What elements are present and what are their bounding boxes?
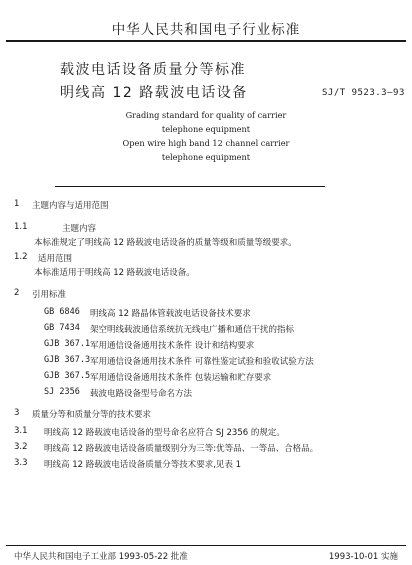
clause-text: 明线高 12 路载波电话设备的型号命名应符合 SJ 2356 的规定。 xyxy=(44,428,285,438)
ref-title: 明线高 12 路晶体管载波电话设备技术要求 xyxy=(90,309,251,319)
ref-code: GB 6846 xyxy=(44,307,80,317)
ref-title: 军用通信设备通用技术条件 包装运输和贮存要求 xyxy=(90,373,272,383)
clause-text: 明线高 12 路载波电话设备质量级别分为三等:优等品、一等品、合格品。 xyxy=(44,444,319,454)
ref-code: GJB 367.3 xyxy=(44,355,91,365)
ref-code: SJ 2356 xyxy=(44,387,80,397)
section-1-heading: 主题内容与适用范围 xyxy=(32,201,109,211)
org-header: 中华人民共和国电子行业标准 xyxy=(111,22,301,38)
clause-number: 3.1 xyxy=(14,426,28,436)
english-title-line-1: Grading standard for quality of carrier xyxy=(125,110,287,120)
implementation-date: 1993-10-01 实施 xyxy=(328,552,398,562)
subsection-1-2-text: 本标准适用于明线高 12 路载波电话设备。 xyxy=(34,268,195,278)
ref-title: 军用通信设备通用技术条件 设计和结构要求 xyxy=(90,341,255,351)
section-3-heading: 质量分等和质量分等的技术要求 xyxy=(32,410,152,420)
clause-text: 明线高 12 路载波电话设备质量分等技术要求,见表 1 xyxy=(44,460,242,470)
title-line-1: 载波电话设备质量分等标准 xyxy=(60,62,246,78)
english-title-line-2: telephone equipment xyxy=(161,124,251,134)
section-2-number: 2 xyxy=(14,288,20,298)
subsection-1-2-number: 1.2 xyxy=(14,252,28,262)
ref-code: GJB 367.1 xyxy=(44,339,91,349)
standard-number: SJ/T 9523.3—93 xyxy=(322,88,405,98)
clause-number: 3.3 xyxy=(14,458,28,468)
clause-number: 3.2 xyxy=(14,442,28,452)
header-divider xyxy=(6,40,406,42)
footer-divider xyxy=(6,545,406,546)
subsection-1-2-title: 适用范围 xyxy=(38,254,73,264)
section-1-number: 1 xyxy=(14,199,20,209)
title-line-2: 明线高 12 路载波电话设备 xyxy=(60,85,248,101)
approval-note: 中华人民共和国电子工业部 1993-05-22 批准 xyxy=(14,552,188,562)
english-title-line-3: Open wire high band 12 channel carrier xyxy=(122,138,290,148)
subsection-1-1-title: 主题内容 xyxy=(62,224,97,234)
ref-code: GJB 367.5 xyxy=(44,371,91,381)
ref-title: 载波电路设备型号命名方法 xyxy=(90,389,193,399)
ref-code: GB 7434 xyxy=(44,323,80,333)
section-2-heading: 引用标准 xyxy=(32,290,67,300)
subsection-1-1-number: 1.1 xyxy=(14,222,28,232)
title-divider xyxy=(55,186,325,187)
ref-title: 架空明线载波通信系统抗无线电广播和通信干扰的指标 xyxy=(90,325,295,335)
section-3-number: 3 xyxy=(14,408,20,418)
ref-title: 军用通信设备通用技术条件 可靠性鉴定试验和验收试验方法 xyxy=(90,357,314,367)
subsection-1-1-text: 本标准规定了明线高 12 路载波电话设备的质量等级和质量等级要求。 xyxy=(34,238,297,248)
english-title-line-4: telephone equipment xyxy=(161,152,251,162)
